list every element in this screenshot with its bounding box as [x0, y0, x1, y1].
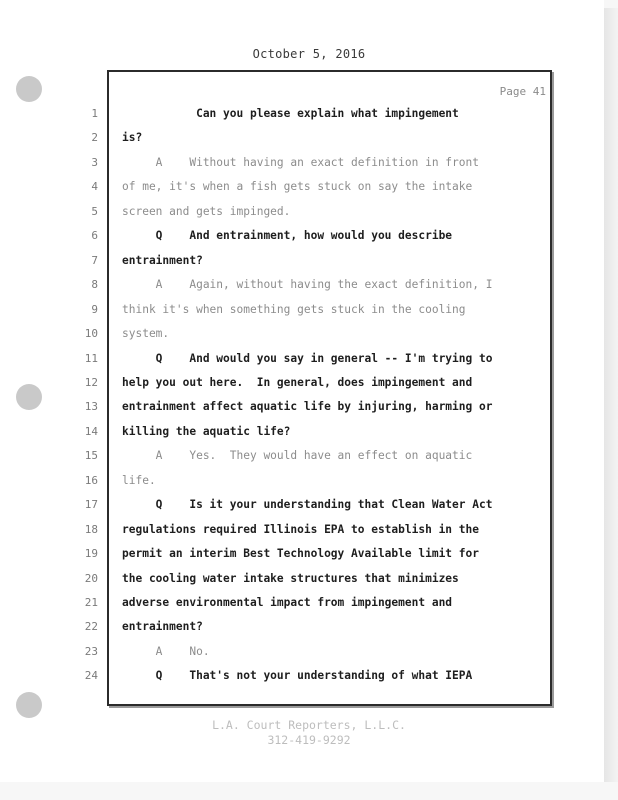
transcript-line: Q That's not your understanding of what IEPA — [122, 669, 473, 682]
page-number: Page 41 — [499, 85, 546, 98]
transcript-line: Q And would you say in general -- I'm trying to — [122, 352, 493, 365]
line-number: 7 — [91, 254, 98, 267]
transcript-line: Can you please explain what impingement — [122, 107, 459, 120]
line-number: 14 — [84, 425, 98, 438]
line-number: 17 — [84, 498, 98, 511]
line-number: 4 — [91, 180, 98, 193]
transcript-line: regulations required Illinois EPA to establish in the — [122, 523, 479, 536]
line-number: 8 — [91, 278, 98, 291]
line-number: 20 — [84, 572, 98, 585]
transcript-line: of me, it's when a fish gets stuck on say the intake — [122, 180, 473, 193]
line-number: 3 — [91, 156, 98, 169]
transcript-line: A Without having an exact definition in front — [122, 156, 479, 169]
transcript-line: entrainment? — [122, 254, 203, 267]
transcript-line: permit an interim Best Technology Available limit for — [122, 547, 479, 560]
line-number: 5 — [91, 205, 98, 218]
transcript-line: think it's when something gets stuck in the cooling — [122, 303, 466, 316]
transcript-date: October 5, 2016 — [252, 47, 366, 61]
transcript-line: screen and gets impinged. — [122, 205, 291, 218]
line-number: 13 — [84, 400, 98, 413]
line-number: 23 — [84, 645, 98, 658]
transcript-line: the cooling water intake structures that minimizes — [122, 572, 459, 585]
transcript-line: A Yes. They would have an effect on aquatic — [122, 449, 473, 462]
transcript-line: adverse environmental impact from impingement and — [122, 596, 453, 609]
footer-company: L.A. Court Reporters, L.L.C. — [212, 718, 406, 732]
line-number: 19 — [84, 547, 98, 560]
transcript-line: killing the aquatic life? — [122, 425, 291, 438]
line-number: 12 — [84, 376, 98, 389]
line-number: 9 — [91, 303, 98, 316]
line-number: 16 — [84, 474, 98, 487]
punch-hole-middle — [16, 384, 42, 410]
transcript-line: Q And entrainment, how would you describe — [122, 229, 453, 242]
line-number: 18 — [84, 523, 98, 536]
punch-hole-bottom — [16, 692, 42, 718]
line-number: 21 — [84, 596, 98, 609]
transcript-line: A Again, without having the exact definition, I — [122, 278, 493, 291]
line-number: 24 — [84, 669, 98, 682]
punch-hole-top — [16, 76, 42, 102]
transcript-line: A No. — [122, 645, 210, 658]
footer-phone: 312-419-9292 — [267, 733, 351, 747]
transcript-line: entrainment? — [122, 620, 203, 633]
transcript-line: is? — [122, 131, 143, 144]
transcript-line: Q Is it your understanding that Clean Water Act — [122, 498, 493, 511]
line-number: 10 — [84, 327, 98, 340]
transcript-line: life. — [122, 474, 156, 487]
line-number: 6 — [91, 229, 98, 242]
line-number: 11 — [84, 352, 98, 365]
line-number: 1 — [91, 107, 98, 120]
line-number: 15 — [84, 449, 98, 462]
line-number: 2 — [91, 131, 98, 144]
transcript-line: system. — [122, 327, 170, 340]
transcript-line: help you out here. In general, does impingement and — [122, 376, 473, 389]
transcript-line: entrainment affect aquatic life by injuring, harming or — [122, 400, 493, 413]
line-number: 22 — [84, 620, 98, 633]
